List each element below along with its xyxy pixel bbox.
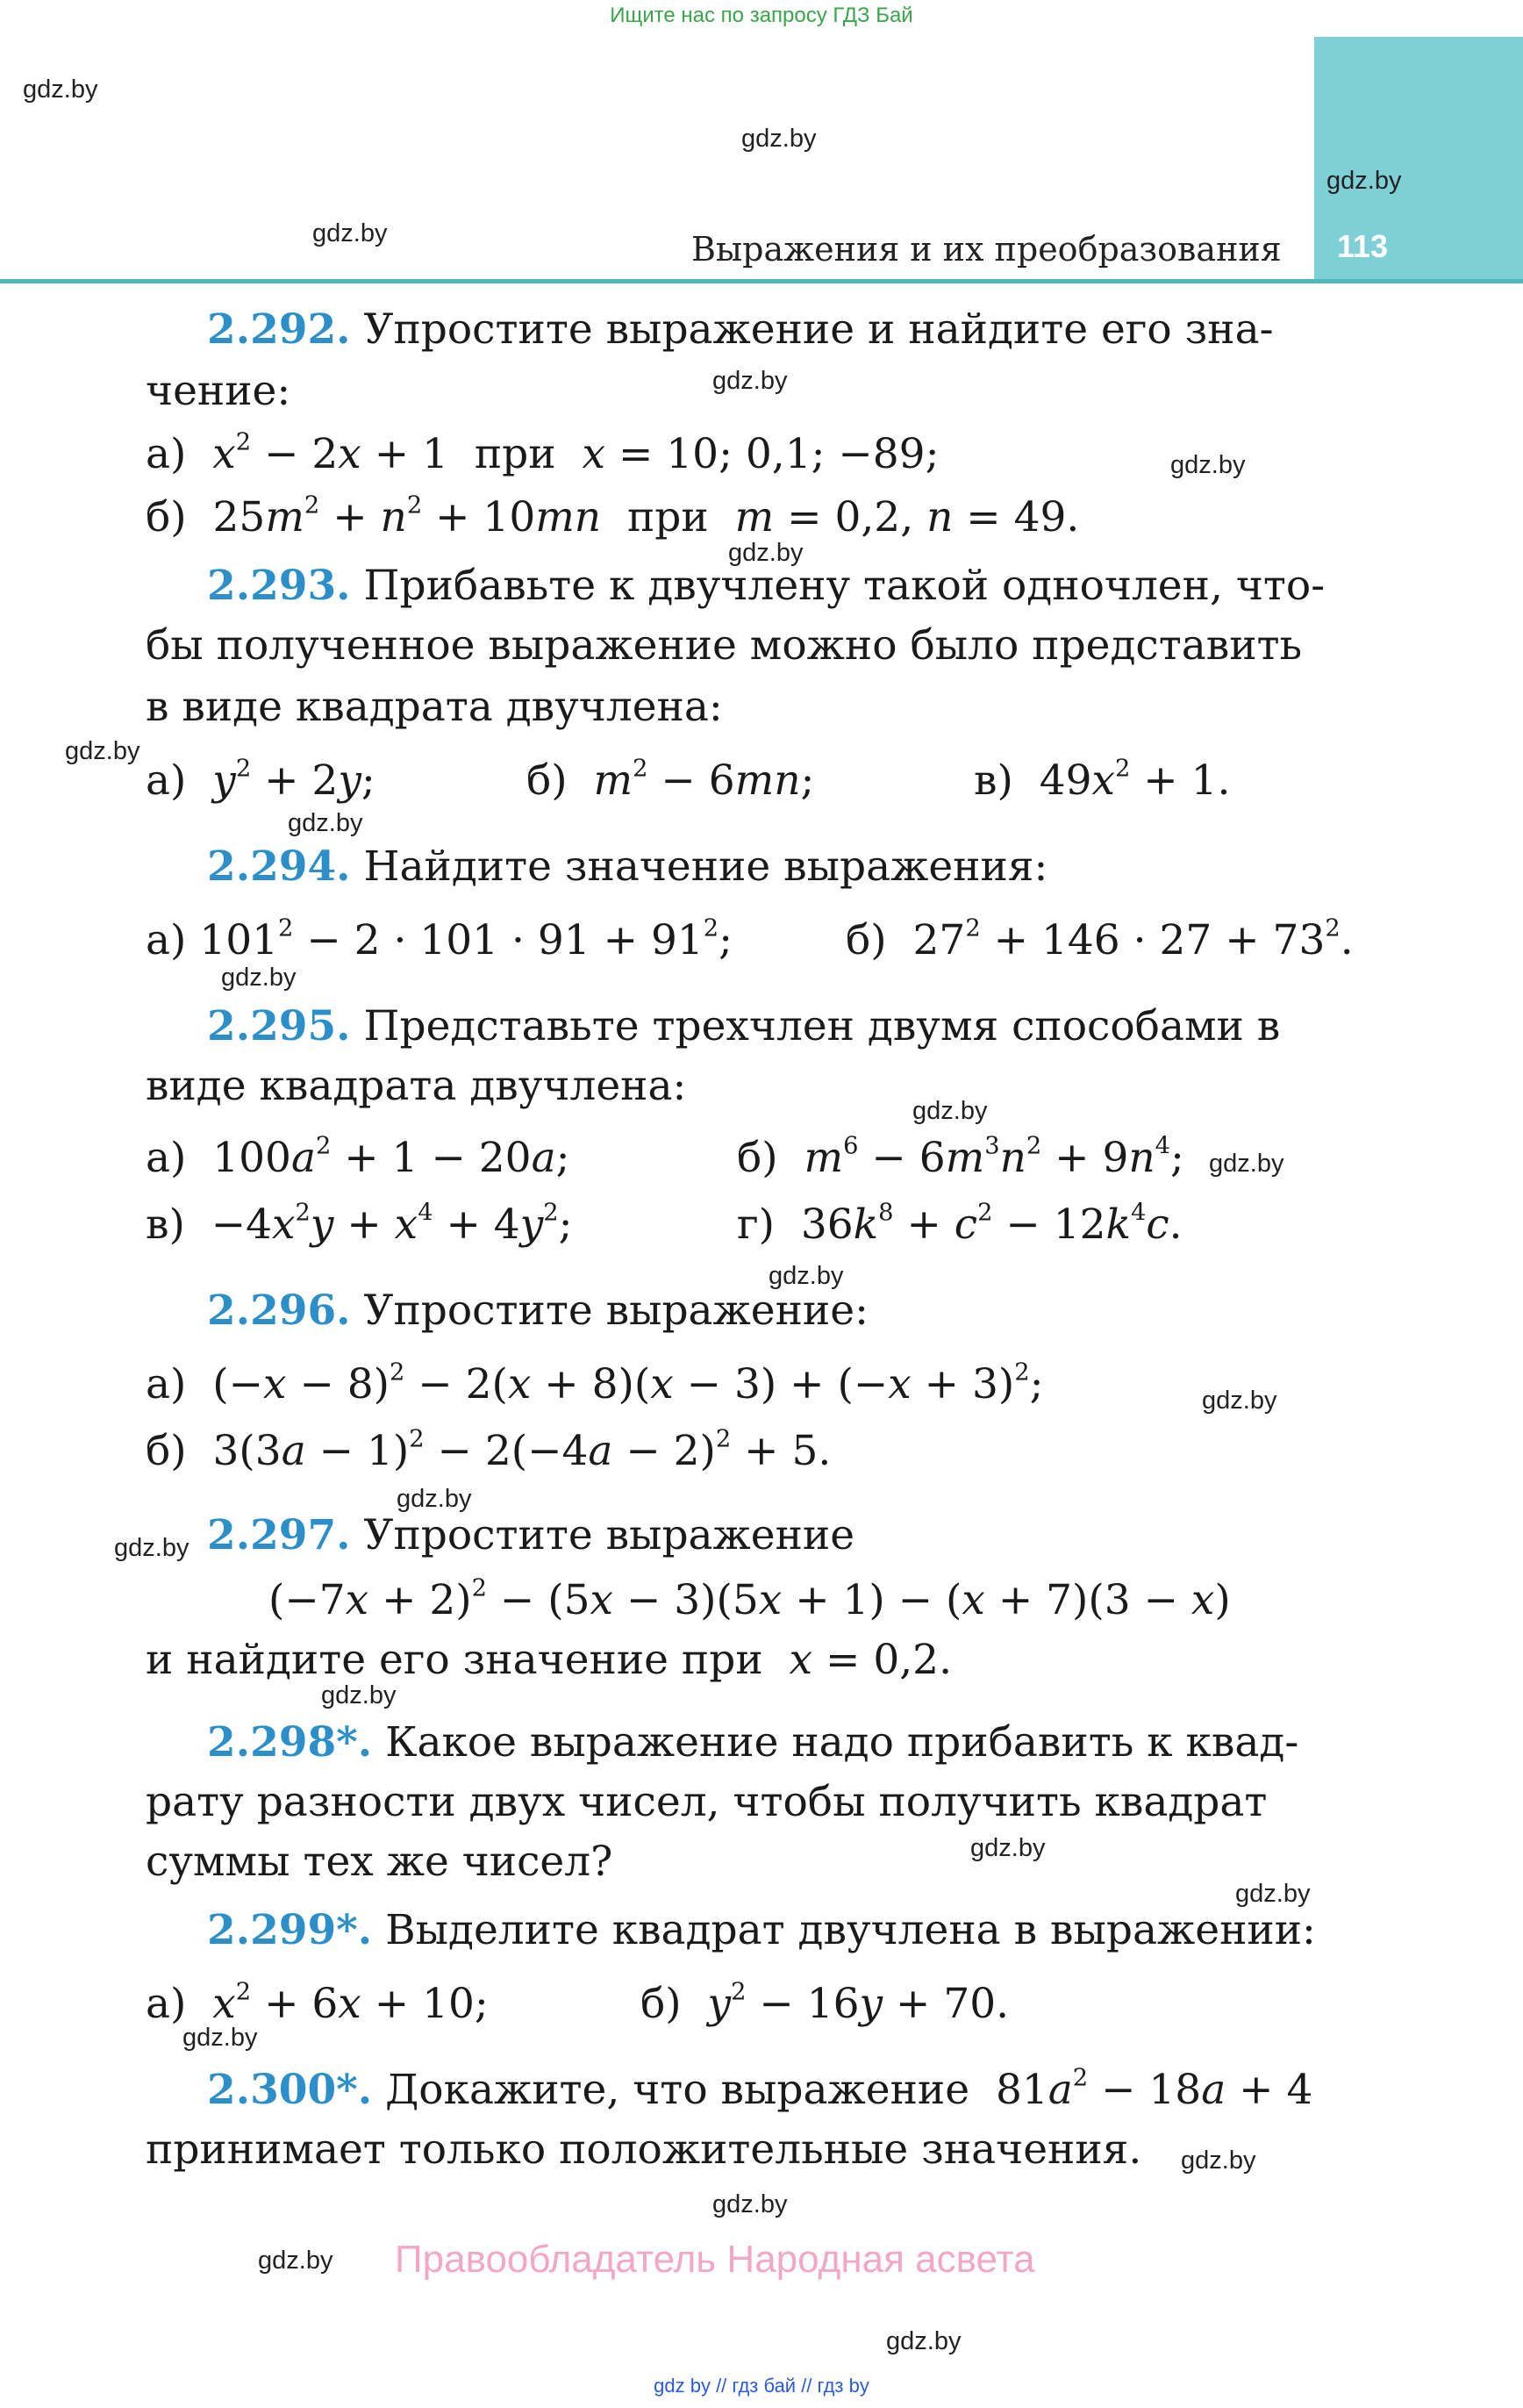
math-expression: $y^2 + 2y$; <box>212 755 375 805</box>
item-label: а) <box>146 1134 187 1182</box>
problem-item-b <box>146 1427 831 1475</box>
problem-item-v <box>146 1200 572 1249</box>
problem-item-a <box>146 1134 569 1182</box>
problem-text: Упростите выражение <box>363 1511 855 1559</box>
problem-text-line: принимает только положительные значения. <box>146 2125 1142 2174</box>
math-expression: x = 0,2. <box>789 1636 953 1684</box>
math-expression: $y^2 - 16y + 70$. <box>707 1978 1010 2028</box>
item-label: а) <box>146 430 187 478</box>
math-expression: $81a^2 - 18a + 4$ <box>983 2064 1313 2114</box>
math-expression: $100a^2 + 1 - 20a$; <box>199 1132 570 1182</box>
problem-text-line: в виде квадрата двучлена: <box>146 683 723 731</box>
problem-number: 2.300*. <box>207 2066 373 2114</box>
watermark: gdz.by <box>912 1097 988 1125</box>
problem-item-v <box>974 756 1230 805</box>
item-label: а) <box>146 1360 187 1408</box>
problem-2-292 <box>207 305 1274 354</box>
watermark: gdz.by <box>712 2190 788 2218</box>
problem-2-294 <box>207 842 1048 891</box>
copyright-notice: Правообладатель Народная асвета <box>395 2238 1035 2281</box>
watermark: gdz.by <box>1170 451 1246 479</box>
watermark: gdz.by <box>1181 2146 1256 2175</box>
item-label: б) <box>737 1134 778 1182</box>
watermark: gdz.by <box>1209 1150 1284 1178</box>
watermark: gdz.by <box>23 75 98 104</box>
problem-number: 2.293. <box>207 562 351 610</box>
footer-links[interactable]: gdz by // гдз бай // гдз by <box>654 2375 869 2397</box>
problem-number: 2.292. <box>207 305 351 354</box>
problem-number: 2.296. <box>207 1286 351 1335</box>
problem-text: Какое выражение надо прибавить к квад- <box>385 1718 1299 1767</box>
problem-item-g <box>737 1200 1183 1249</box>
problem-text: Докажите, что выражение <box>385 2066 970 2114</box>
problem-number: 2.295. <box>207 1002 351 1050</box>
problem-text-line <box>146 1636 952 1684</box>
chapter-title: Выражения и их преобразования <box>691 230 1282 269</box>
watermark: gdz.by <box>769 1262 844 1290</box>
problem-number: 2.298*. <box>207 1718 373 1767</box>
math-expression: $x^2 + 6x + 10$; <box>212 1978 489 2028</box>
problem-2-297 <box>207 1511 854 1559</box>
watermark: gdz.by <box>65 737 140 765</box>
watermark: gdz.by <box>114 1534 189 1562</box>
problem-item-a <box>146 916 733 964</box>
item-label: б) <box>640 1980 682 2028</box>
item-label: б) <box>846 916 887 964</box>
watermark: gdz.by <box>970 1834 1046 1862</box>
problem-text: Упростите выражение и найдите его зна- <box>363 305 1274 354</box>
watermark: gdz.by <box>712 367 788 395</box>
watermark: gdz.by <box>1326 167 1402 195</box>
math-expression: $(-x - 8)^2 - 2(x + 8)(x - 3) + (-x + 3)^2$; <box>199 1358 1044 1408</box>
math-expression: $101^2 - 2 \cdot 101 \cdot 91 + 91^2$; <box>199 914 733 964</box>
top-banner: Ищите нас по запросу ГДЗ Бай <box>610 4 913 27</box>
math-expression: $49x^2 + 1$. <box>1026 755 1231 805</box>
item-label: в) <box>146 1200 185 1249</box>
math-expression: $3(3a - 1)^2 - 2(-4a - 2)^2 + 5$. <box>199 1425 832 1475</box>
problem-item-b <box>526 756 814 805</box>
item-label: г) <box>737 1200 775 1249</box>
item-label: б) <box>526 756 568 805</box>
problem-text-line: суммы тех же чисел? <box>146 1838 613 1886</box>
problem-text: Выделите квадрат двучлена в выражении: <box>385 1906 1316 1954</box>
problem-2-295 <box>207 1002 1280 1050</box>
math-expression: $36k^8 + c^2 - 12k^4c$. <box>787 1199 1183 1249</box>
problem-item-a <box>146 756 375 805</box>
problem-text-line: рату разности двух чисел, чтобы получить квадрат <box>146 1778 1268 1826</box>
watermark: gdz.by <box>221 964 297 992</box>
problem-text: Прибавьте к двучлену такой одночлен, что- <box>363 562 1326 610</box>
math-expression: $(-7x + 2)^2 - (5x - 3)(5x + 1) - (x + 7)(3 - x)$ <box>268 1574 1231 1624</box>
watermark: gdz.by <box>1202 1387 1277 1415</box>
problem-text: и найдите его значение при <box>146 1636 763 1684</box>
watermark: gdz.by <box>312 219 388 247</box>
problem-text-line: чение: <box>146 367 291 415</box>
math-expression: $27^2 + 146 \cdot 27 + 73^2$. <box>899 914 1354 964</box>
problem-2-296 <box>207 1286 869 1335</box>
item-label: б) <box>146 493 187 541</box>
problem-text: Найдите значение выражения: <box>363 842 1048 891</box>
pri-label: при <box>474 430 556 478</box>
problem-item-b <box>146 493 1079 541</box>
math-expression: $x^2 - 2x + 1$ при x = 10; 0,1; −89; <box>212 428 940 478</box>
watermark: gdz.by <box>741 125 817 153</box>
watermark: gdz.by <box>258 2247 333 2275</box>
page-number: 113 <box>1337 228 1389 264</box>
item-label: а) <box>146 1980 187 2028</box>
header-rule <box>0 279 1523 283</box>
problem-2-300 <box>207 2066 1312 2114</box>
item-label: б) <box>146 1427 187 1475</box>
problem-2-299 <box>207 1906 1316 1954</box>
item-label: а) <box>146 756 187 805</box>
problem-text-line: виде квадрата двучлена: <box>146 1062 687 1110</box>
problem-item-b <box>737 1134 1184 1182</box>
watermark: gdz.by <box>288 809 363 837</box>
problem-text: Представьте трехчлен двумя способами в <box>363 1002 1281 1050</box>
problem-number: 2.294. <box>207 842 351 891</box>
watermark: gdz.by <box>182 2024 258 2052</box>
math-expression: $m^6 - 6m^3n^2 + 9n^4$; <box>804 1132 1184 1182</box>
watermark: gdz.by <box>321 1681 397 1709</box>
math-expression: $25m^2 + n^2 + 10mn$ при m = 0,2, n = 49. <box>199 491 1080 541</box>
problem-item-a <box>146 1980 489 2028</box>
math-expression: $-4x^2y + x^4 + 4y^2$; <box>197 1199 573 1249</box>
math-expression: $m^2 - 6mn$; <box>593 755 815 805</box>
problem-number: 2.297. <box>207 1511 351 1559</box>
watermark: gdz.by <box>728 539 804 567</box>
problem-item-b <box>846 916 1354 964</box>
problem-2-298 <box>207 1718 1298 1767</box>
problem-text: Упростите выражение: <box>363 1286 869 1335</box>
watermark: gdz.by <box>397 1485 472 1513</box>
pri-label: при <box>626 493 709 541</box>
problem-item-a <box>146 430 939 478</box>
problem-item-b <box>640 1980 1009 2028</box>
problem-number: 2.299*. <box>207 1906 373 1954</box>
item-label: в) <box>974 756 1013 805</box>
watermark: gdz.by <box>1235 1880 1311 1908</box>
item-label: а) <box>146 916 187 964</box>
problem-text-line: бы полученное выражение можно было представить <box>146 621 1303 670</box>
watermark: gdz.by <box>886 2327 962 2355</box>
problem-item-a <box>146 1360 1043 1408</box>
problem-2-293 <box>207 562 1325 610</box>
